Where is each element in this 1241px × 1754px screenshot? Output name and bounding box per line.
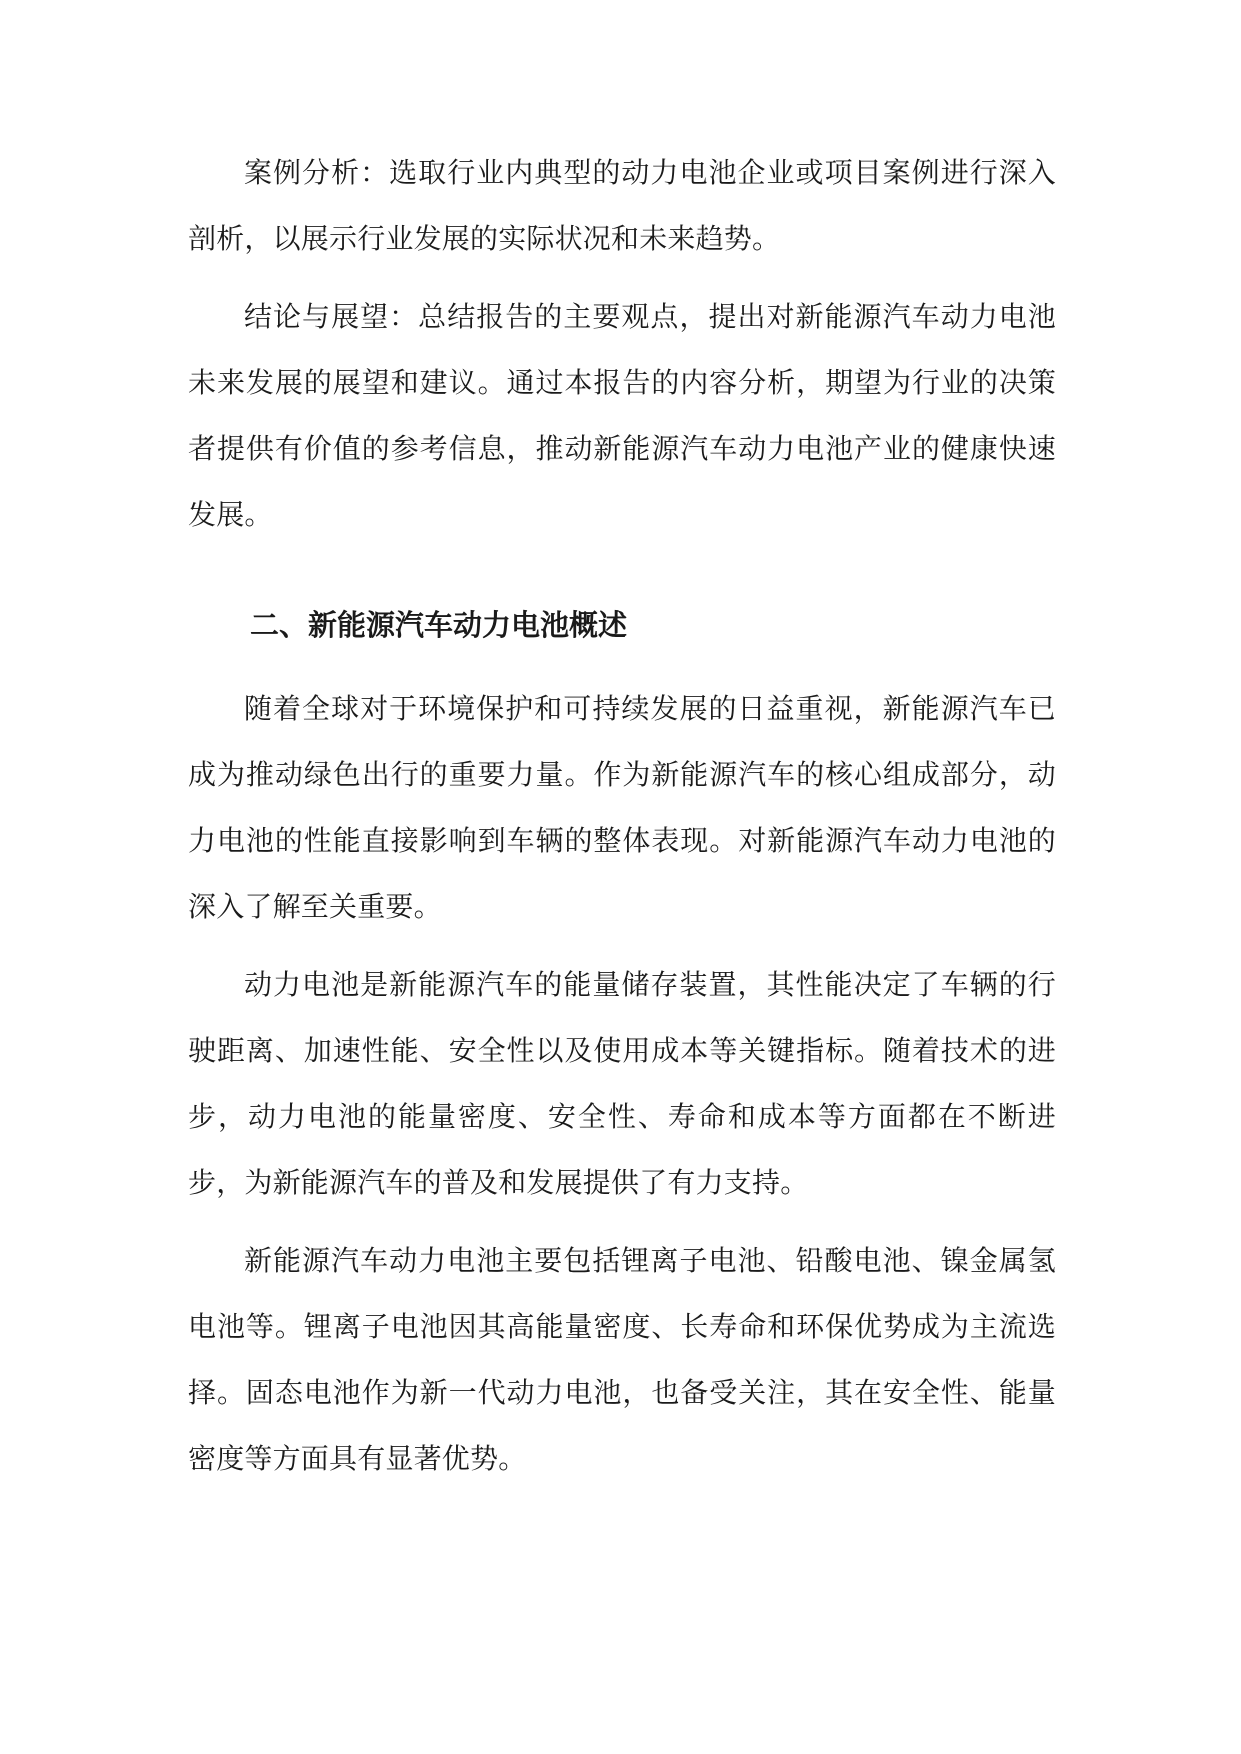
- paragraph-conclusion: 结论与展望：总结报告的主要观点，提出对新能源汽车动力电池未来发展的展望和建议。通过本报告的内容分析，期望为行业的决策者提供有价值的参考信息，推动新能源汽车动力电池产业的健康快速发展。: [188, 300, 1056, 531]
- paragraph-battery-types: 新能源汽车动力电池主要包括锂离子电池、铅酸电池、镍金属氢电池等。锂离子电池因其高能量密度、长寿命和环保优势成为主流选择。固态电池作为新一代动力电池，也备受关注，其在安全性、能量密度等方面具有显著优势。: [188, 1244, 1056, 1475]
- section-heading: 二、新能源汽车动力电池概述: [250, 608, 628, 642]
- paragraph-case-analysis: 案例分析：选取行业内典型的动力电池企业或项目案例进行深入剖析，以展示行业发展的实际状况和未来趋势。: [188, 156, 1056, 255]
- document-body: [188, 140, 1056, 1492]
- paragraph-battery-role: 动力电池是新能源汽车的能量储存装置，其性能决定了车辆的行驶距离、加速性能、安全性以及使用成本等关键指标。随着技术的进步，动力电池的能量密度、安全性、寿命和成本等方面都在不断进步，为新能源汽车的普及和发展提供了有力支持。: [188, 968, 1056, 1199]
- paragraph-overview-intro: 随着全球对于环境保护和可持续发展的日益重视，新能源汽车已成为推动绿色出行的重要力量。作为新能源汽车的核心组成部分，动力电池的性能直接影响到车辆的整体表现。对新能源汽车动力电池的深入了解至关重要。: [188, 692, 1056, 923]
